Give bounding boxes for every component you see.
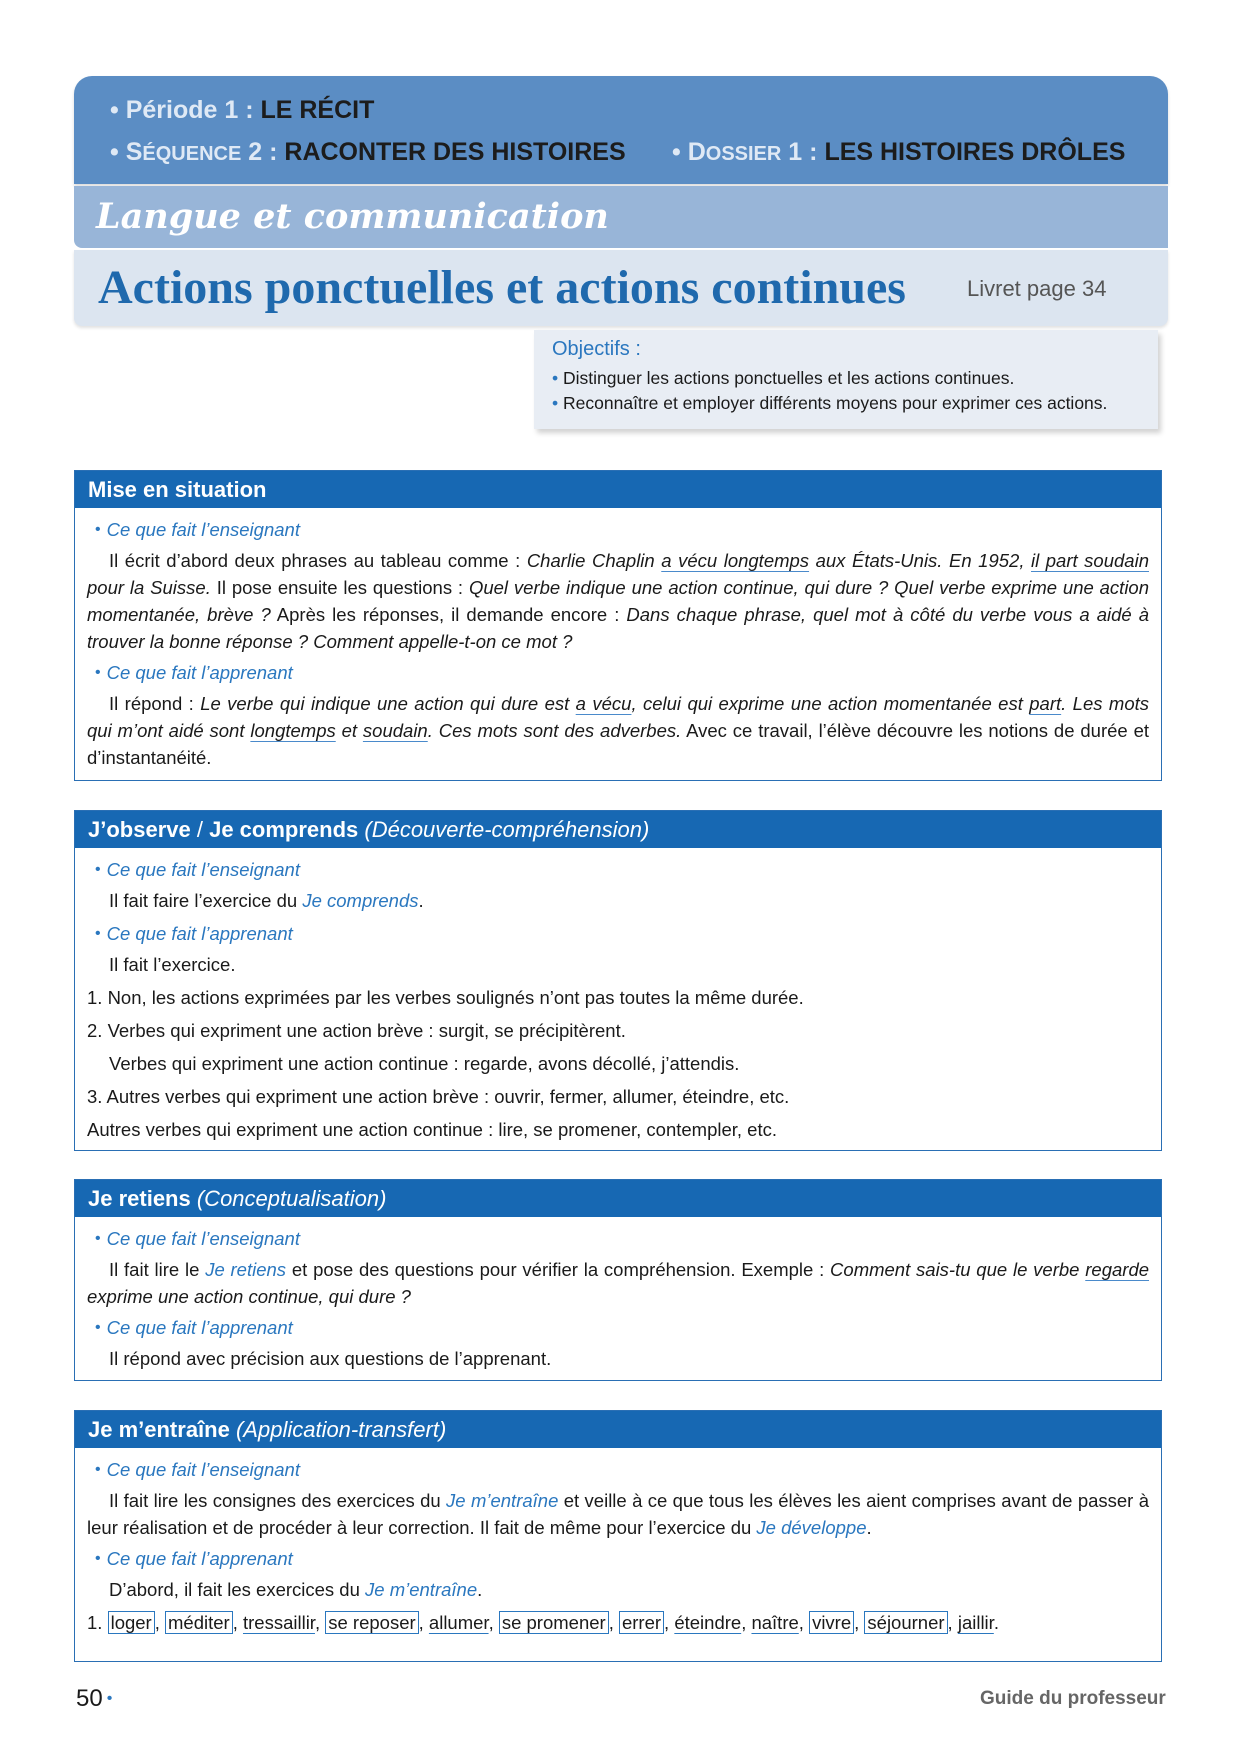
bullet-enseignant: • Ce que fait l’enseignant: [87, 1225, 1149, 1252]
subject-title: Langue et communication: [96, 196, 609, 237]
bullet-apprenant: • Ce que fait l’apprenant: [87, 920, 1149, 947]
answer-line: Verbes qui expriment une action continue : regarde, avons décollé, j’attendis.: [109, 1053, 740, 1074]
answer-line: 3. Autres verbes qui expriment une action brève : ouvrir, fermer, allumer, éteindre, etc.: [87, 1086, 790, 1107]
paragraph: Il écrit d’abord deux phrases au tableau comme : Charlie Chaplin a vécu longtemps aux États-Unis. En 1952, il part soudain pour la Suisse. Il pose ensuite les questions : Quel verbe indique une action continue, qui dure ? Quel verbe exprime une action momentanée, brève ? Après les réponses, il demande encore : Dans chaque phrase, quel mot à côté du verbe vous a aidé à trouver la bonne réponse ? Comment appelle-t-on ce mot ?: [87, 550, 1150, 652]
exercise-answer: 1. loger , méditer , tressaillir, se reposer , allumer, se promener , errer , éteindre, naître, vivre , séjourner , jaillir.: [87, 1612, 999, 1633]
sequence-line: • SÉQUENCE 2 : RACONTER DES HISTOIRES: [110, 138, 626, 166]
underlined-word: éteindre: [674, 1612, 742, 1633]
section-je-retiens: [74, 1179, 1162, 1381]
section-mise-en-situation: [74, 470, 1162, 781]
page-header: [74, 76, 1168, 326]
section-title: Mise en situation: [75, 471, 1161, 508]
objectives-box: [534, 330, 1158, 429]
dossier-line: • DOSSIER 1 : LES HISTOIRES DRÔLES: [672, 138, 1126, 166]
answer-line: 2. Verbes qui expriment une action brève : surgit, se précipitèrent.: [87, 1020, 626, 1041]
section-title: Je retiens (Conceptualisation): [75, 1180, 1161, 1217]
paragraph: Il répond : Le verbe qui indique une action qui dure est a vécu, celui qui exprime une action momentanée est part. Les mots qui m’ont aidé sont longtemps et soudain. Ces mots sont des adverbes. Avec ce travail, l’élève découvre les notions de durée et d’instantanéité.: [87, 693, 1150, 768]
underlined-word: jaillir: [957, 1612, 994, 1633]
boxed-word: errer: [619, 1611, 664, 1634]
boxed-word: se reposer: [325, 1611, 418, 1634]
answer-line: 1. Non, les actions exprimées par les verbes soulignés n’ont pas toutes la même durée.: [87, 987, 804, 1008]
title-band: [74, 250, 1168, 326]
bullet-apprenant: • Ce que fait l’apprenant: [87, 659, 1149, 686]
boxed-word: se promener: [499, 1611, 609, 1634]
objective-item: • Distinguer les actions ponctuelles et les actions continues.: [552, 368, 1015, 388]
header-banner: [74, 76, 1168, 184]
text-line: Il fait faire l’exercice du Je comprends.: [109, 890, 424, 911]
underlined-word: allumer: [428, 1612, 489, 1633]
livret-reference: Livret page 34: [967, 276, 1107, 301]
text-line: Il répond avec précision aux questions de l’apprenant.: [109, 1348, 552, 1369]
text-line: D’abord, il fait les exercices du Je m’entraîne.: [109, 1579, 483, 1600]
objective-item: • Reconnaître et employer différents moyens pour exprimer ces actions.: [552, 393, 1108, 413]
section-je-m-entraine: [74, 1410, 1162, 1662]
bullet-enseignant: • Ce que fait l’enseignant: [87, 856, 1149, 883]
bullet-apprenant: • Ce que fait l’apprenant: [87, 1314, 1149, 1341]
boxed-word: loger: [108, 1611, 155, 1634]
underlined-word: naître: [751, 1612, 799, 1633]
paragraph: Il fait lire le Je retiens et pose des questions pour vérifier la compréhension. Exemple : Comment sais-tu que le verbe regarde exprime une action continue, qui dure ?: [87, 1259, 1150, 1307]
bullet-apprenant: • Ce que fait l’apprenant: [87, 1545, 1149, 1572]
bullet-enseignant: • Ce que fait l’enseignant: [87, 516, 1149, 543]
section-j-observe: [74, 810, 1162, 1151]
boxed-word: vivre: [809, 1611, 854, 1634]
boxed-word: séjourner: [864, 1611, 947, 1634]
paragraph: Il fait lire les consignes des exercices du Je m’entraîne et veille à ce que tous les élèves les aient comprises avant de passer à leur réalisation et de procéder à leur correction. Il fait de même pour l’exercice du Je développe.: [87, 1490, 1149, 1538]
answer-line: Autres verbes qui expriment une action continue : lire, se promener, contempler, etc.: [87, 1119, 778, 1140]
book-title: Guide du professeur: [980, 1688, 1166, 1709]
periode-line: • Période 1 : LE RÉCIT: [110, 96, 375, 124]
section-title: Je m’entraîne (Application-transfert): [75, 1411, 1161, 1448]
text-line: Il fait l’exercice.: [109, 954, 236, 975]
section-title: J’observe / Je comprends (Découverte-compréhension): [75, 811, 1161, 848]
subject-band: [74, 186, 1168, 248]
bullet-enseignant: • Ce que fait l’enseignant: [87, 1456, 1149, 1483]
page-number: 50 •: [76, 1685, 113, 1712]
objectives-title: Objectifs :: [552, 338, 641, 360]
page-title: Actions ponctuelles et actions continues: [98, 261, 906, 314]
underlined-word: tressaillir: [242, 1612, 315, 1633]
boxed-word: méditer: [165, 1611, 233, 1634]
